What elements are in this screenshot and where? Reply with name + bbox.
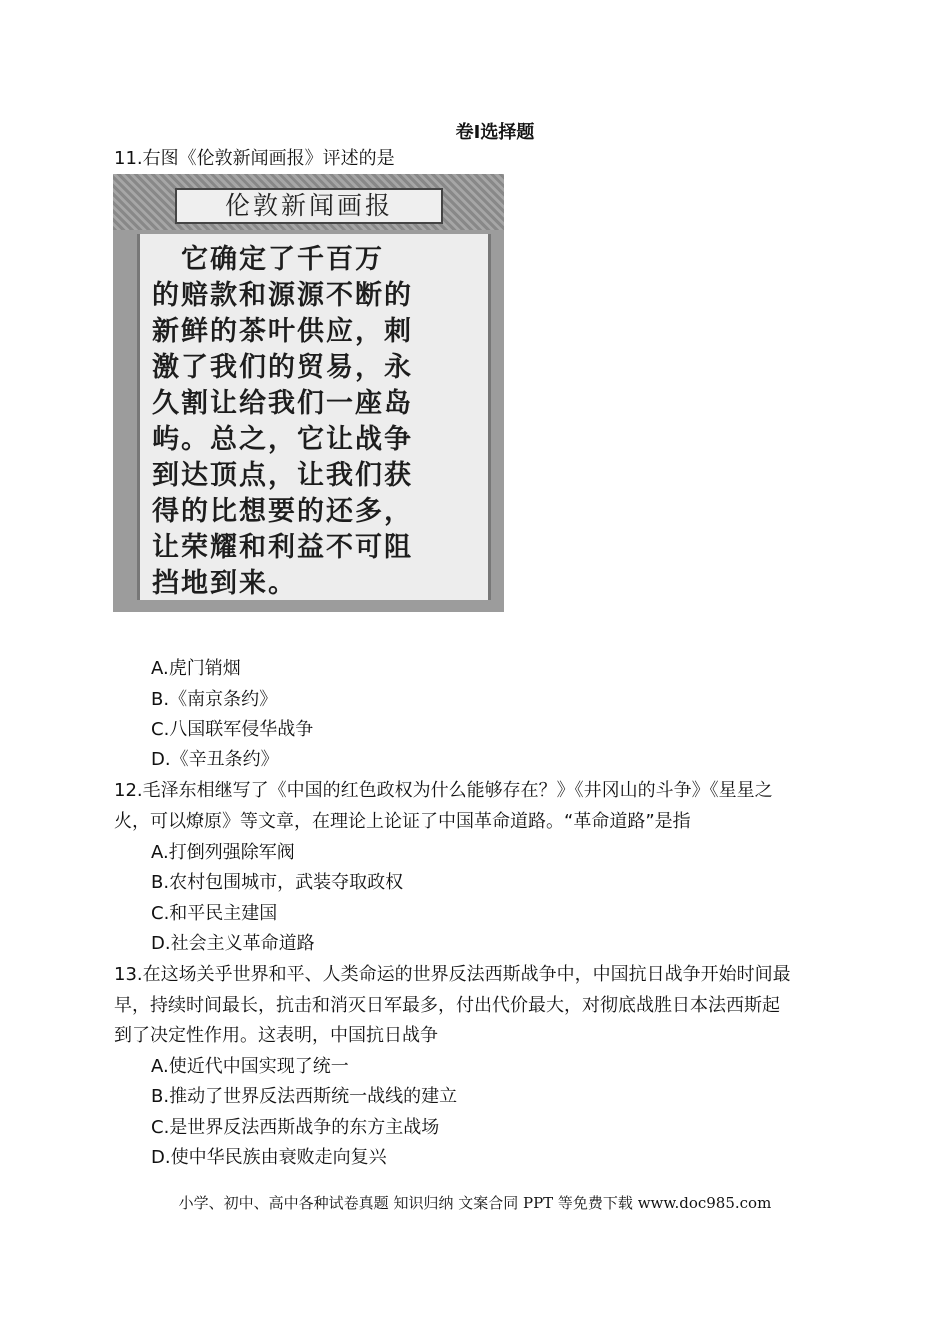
q12-stem-line: 火，可以燎原》等文章，在理论上论证了中国革命道路。“革命道路”是指: [114, 811, 691, 832]
newspaper-text-line: 得的比想要的还多，: [152, 496, 413, 527]
q11-option-d: D.《辛丑条约》: [151, 749, 279, 770]
page-footer: 小学、初中、高中各种试卷真题 知识归纳 文案合同 PPT 等免费下载 www.doc985.com: [178, 1194, 772, 1212]
newspaper-title: 伦敦新闻画报: [175, 188, 443, 224]
newspaper-text-line: 激了我们的贸易，永: [152, 352, 413, 383]
q11-option-a: A.虎门销烟: [151, 658, 241, 679]
q13-option-a: A.使近代中国实现了统一: [151, 1056, 349, 1077]
newspaper-text-line: 让荣耀和利益不可阻: [152, 532, 413, 563]
newspaper-text-line: 挡地到来。: [152, 568, 297, 599]
newspaper-text-line: 它确定了千百万: [152, 244, 384, 275]
q12-option-c: C.和平民主建国: [151, 903, 278, 924]
newspaper-image: [113, 174, 504, 612]
newspaper-text-line: 久割让给我们一座岛: [152, 388, 413, 419]
newspaper-text-line: 到达顶点，让我们获: [152, 460, 413, 491]
q13-stem-line: 到了决定性作用。这表明，中国抗日战争: [114, 1025, 438, 1046]
q13-option-d: D.使中华民族由衰败走向复兴: [151, 1147, 387, 1168]
q13-stem-line: 早，持续时间最长，抗击和消灭日军最多，付出代价最大，对彻底战胜日本法西斯起: [114, 995, 780, 1016]
q13-stem-line: 13.在这场关乎世界和平、人类命运的世界反法西斯战争中，中国抗日战争开始时间最: [114, 964, 791, 985]
newspaper-text-line: 屿。总之，它让战争: [152, 424, 413, 455]
newspaper-text-line: 新鲜的茶叶供应，刺: [152, 316, 413, 347]
q11-option-b: B.《南京条约》: [151, 689, 278, 710]
q11-stem: 11.右图《伦敦新闻画报》评述的是: [114, 148, 395, 169]
q12-option-b: B.农村包围城市，武装夺取政权: [151, 872, 404, 893]
q13-option-c: C.是世界反法西斯战争的东方主战场: [151, 1117, 440, 1138]
q12-option-a: A.打倒列强除军阀: [151, 842, 295, 863]
q13-option-b: B.推动了世界反法西斯统一战线的建立: [151, 1086, 458, 1107]
section-title: 卷Ⅰ选择题: [455, 122, 535, 143]
newspaper-text-block: [137, 234, 491, 600]
q11-option-c: C.八国联军侵华战争: [151, 719, 314, 740]
q12-stem-line: 12.毛泽东相继写了《中国的红色政权为什么能够存在？》《井冈山的斗争》《星星之: [114, 780, 773, 801]
newspaper-text-line: 的赔款和源源不断的: [152, 280, 413, 311]
q12-option-d: D.社会主义革命道路: [151, 933, 315, 954]
